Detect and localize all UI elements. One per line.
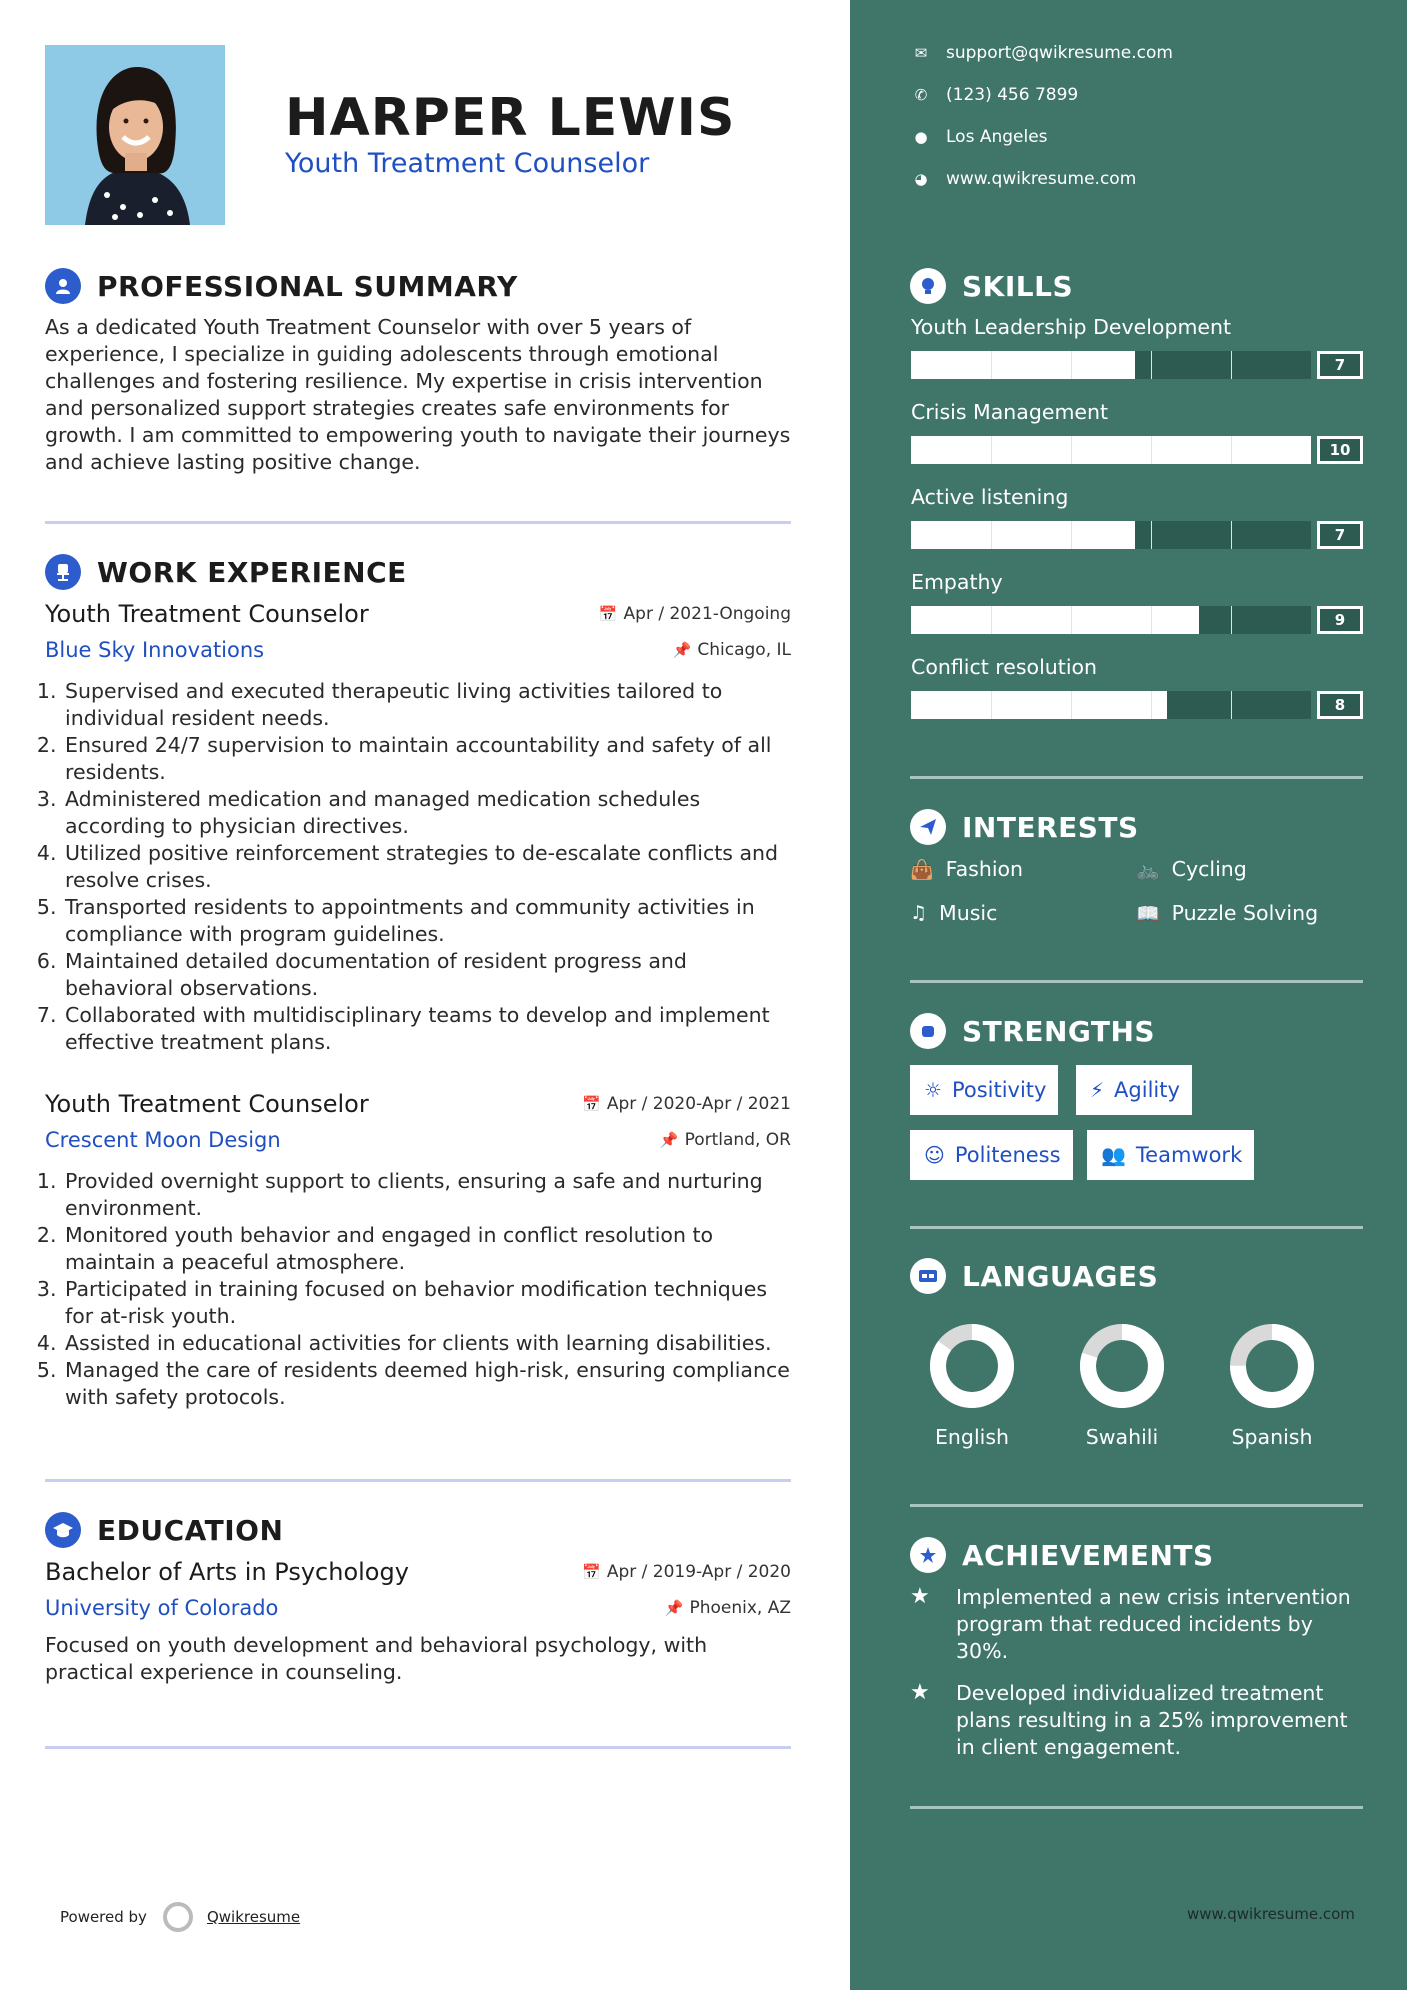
pin-icon: 📌 (664, 1599, 684, 1617)
office-chair-icon (45, 554, 81, 590)
list-item: 3. Administered medication and managed medication schedules according to physician directives. (63, 786, 791, 840)
school-name: University of Colorado (45, 1596, 279, 1620)
map-marker-icon: ● (914, 128, 928, 146)
education-location: 📌 Phoenix, AZ (664, 1598, 791, 1618)
summary-text: As a dedicated Youth Treatment Counselor with over 5 years of experience, I specialize in guiding adolescents through emotional challenges and fostering resilience. My expertise in crisis intervention and personalized support strategies creates safe environments for growth. I am committed to empowering youth to navigate their journeys and achieve lasting positive change. (45, 315, 791, 474)
job-company: Crescent Moon Design (45, 1128, 281, 1152)
languages-heading (910, 1258, 1158, 1294)
contact-location: ● Los Angeles (912, 127, 1048, 147)
paper-plane-icon (910, 809, 946, 845)
skill-score: 10 (1317, 436, 1363, 464)
list-item: 5. Managed the care of residents deemed high-risk, ensuring compliance with safety protocols. (63, 1357, 791, 1411)
footer-website[interactable]: www.qwikresume.com (1187, 1905, 1355, 1923)
duty-list (45, 678, 791, 1056)
skill-score: 8 (1317, 691, 1363, 719)
education-heading (45, 1512, 283, 1548)
skill-bar (911, 521, 1363, 549)
list-item: 4. Utilized positive reinforcement strategies to de-escalate conflicts and resolve crises. (63, 840, 791, 894)
section-divider (45, 1479, 791, 1482)
star-badge-icon (910, 1537, 946, 1573)
language-ring (1079, 1323, 1165, 1409)
language-item (1062, 1323, 1182, 1449)
job-title: Youth Treatment Counselor (45, 1090, 369, 1118)
strengths-heading (910, 1013, 1155, 1049)
job-title: Youth Treatment Counselor (45, 600, 369, 628)
language-name: Swahili (1085, 1425, 1159, 1449)
skill-bar-fill (911, 436, 1311, 464)
degree-title: Bachelor of Arts in Psychology (45, 1558, 409, 1586)
skill-bar-fill (911, 691, 1167, 719)
lightbulb-icon (910, 268, 946, 304)
section-divider (45, 521, 791, 524)
interests-heading (910, 809, 1139, 845)
list-item: 5. Transported residents to appointments and community activities in compliance with program guidelines. (63, 894, 791, 948)
section-divider (45, 1746, 791, 1749)
skill-score: 7 (1317, 521, 1363, 549)
skill-item (911, 315, 1363, 379)
skill-name: Active listening (911, 485, 1069, 509)
skill-bar (911, 436, 1363, 464)
strength-agility: ⚡ Agility (1076, 1065, 1192, 1115)
section-divider (910, 776, 1363, 779)
skill-item (911, 400, 1363, 464)
interests-title: INTERESTS (962, 810, 1139, 844)
list-item: 2. Ensured 24/7 supervision to maintain accountability and safety of all residents. (63, 732, 791, 786)
pin-icon: 📌 (672, 641, 692, 659)
strengths-title: STRENGTHS (962, 1014, 1156, 1048)
skill-item (911, 570, 1363, 634)
contact-website[interactable]: ◕ www.qwikresume.com (912, 169, 1136, 189)
powered-by (60, 1902, 300, 1932)
users-icon: 👥 (1101, 1143, 1126, 1167)
job-location: 📌 Portland, OR (659, 1130, 791, 1150)
interest-music: ♫ Music (910, 901, 998, 925)
graduation-cap-icon (45, 1512, 81, 1548)
skill-bar (911, 691, 1363, 719)
section-divider (910, 1504, 1363, 1507)
candidate-name: HARPER LEWIS (285, 88, 736, 148)
section-divider (910, 1226, 1363, 1229)
calendar-icon: 📅 (582, 1095, 601, 1113)
section-divider (910, 980, 1363, 983)
calendar-icon: 📅 (598, 605, 618, 623)
qwikresume-logo-icon (163, 1902, 193, 1932)
language-ring (1229, 1323, 1315, 1409)
summary-heading (45, 268, 518, 304)
raised-fist-icon (910, 1013, 946, 1049)
list-item: 3. Participated in training focused on behavior modification techniques for at-risk youth. (63, 1276, 791, 1330)
music-note-icon: ♫ (910, 902, 928, 924)
skills-heading (910, 268, 1073, 304)
book-icon: 📖 (1136, 902, 1160, 925)
profile-photo (45, 45, 225, 225)
skills-title: SKILLS (962, 269, 1074, 303)
skill-name: Youth Leadership Development (911, 315, 1232, 339)
smile-icon: ☺ (924, 1143, 945, 1167)
bicycle-icon: 🚲 (1136, 858, 1160, 881)
list-item: 7. Collaborated with multidisciplinary teams to develop and implement effective treatment plans. (63, 1002, 791, 1056)
list-item: 1. Provided overnight support to clients, ensuring a safe and nurturing environment. (63, 1168, 791, 1222)
strength-politeness: ☺ Politeness (910, 1130, 1073, 1180)
achievement-item: ★ Implemented a new crisis intervention program that reduced incidents by 30%. (910, 1584, 1351, 1663)
list-item: 6. Maintained detailed documentation of resident progress and behavioral observations. (63, 948, 791, 1002)
shopping-bag-icon: 👜 (910, 858, 934, 881)
language-card-icon (910, 1258, 946, 1294)
section-divider (910, 1806, 1363, 1809)
list-item: 4. Assisted in educational activities for clients with learning disabilities. (63, 1330, 791, 1357)
skill-score: 9 (1317, 606, 1363, 634)
star-icon: ★ (910, 1680, 930, 1705)
education-title: EDUCATION (97, 1513, 284, 1547)
skill-bar (911, 351, 1363, 379)
contact-email[interactable]: ✉ support@qwikresume.com (912, 43, 1173, 63)
achievements-heading (910, 1537, 1214, 1573)
education-date: 📅 Apr / 2019-Apr / 2020 (582, 1562, 791, 1582)
summary-title: PROFESSIONAL SUMMARY (97, 269, 518, 303)
pin-icon: 📌 (659, 1131, 679, 1149)
sun-icon: ☼ (924, 1078, 942, 1102)
calendar-icon: 📅 (582, 1563, 601, 1581)
language-item (1212, 1323, 1332, 1449)
education-entry (45, 1558, 791, 1686)
job-company: Blue Sky Innovations (45, 638, 265, 662)
language-item (912, 1323, 1032, 1449)
interest-fashion: 👜 Fashion (910, 857, 1024, 881)
envelope-icon: ✉ (914, 44, 928, 62)
candidate-title: Youth Treatment Counselor (285, 148, 650, 179)
skill-bar-fill (911, 351, 1135, 379)
strength-positivity: ☼ Positivity (910, 1065, 1058, 1115)
job-date: 📅 Apr / 2020-Apr / 2021 (582, 1094, 791, 1114)
skill-score: 7 (1317, 351, 1363, 379)
powered-by-label: Powered by (60, 1908, 147, 1926)
sidebar (850, 0, 1407, 1990)
job-location: 📌 Chicago, IL (672, 640, 791, 660)
experience-title: WORK EXPERIENCE (97, 555, 407, 589)
list-item: 1. Supervised and executed therapeutic living activities tailored to individual resident needs. (63, 678, 791, 732)
languages-title: LANGUAGES (962, 1259, 1159, 1293)
strength-teamwork: 👥 Teamwork (1087, 1130, 1254, 1180)
contact-phone: ✆ (123) 456 7899 (912, 85, 1078, 105)
language-name: Spanish (1231, 1425, 1313, 1449)
achievement-item: ★ Developed individualized treatment plans resulting in a 25% improvement in client engagement. (910, 1680, 1348, 1759)
achievements-title: ACHIEVEMENTS (962, 1538, 1214, 1572)
list-item: 2. Monitored youth behavior and engaged in conflict resolution to maintain a peaceful atmosphere. (63, 1222, 791, 1276)
education-description: Focused on youth development and behavioral psychology, with practical experience in counseling. (45, 1633, 708, 1684)
lightning-icon: ⚡ (1090, 1078, 1105, 1102)
skill-name: Conflict resolution (911, 655, 1098, 679)
interest-puzzle-solving: 📖 Puzzle Solving (1136, 901, 1319, 925)
job-entry (45, 600, 791, 1056)
job-entry (45, 1090, 791, 1411)
job-date: 📅 Apr / 2021-Ongoing (598, 604, 791, 624)
phone-icon: ✆ (914, 86, 928, 104)
star-icon: ★ (910, 1584, 930, 1609)
skill-bar-fill (911, 606, 1199, 634)
globe-icon: ◕ (914, 170, 928, 188)
skill-bar (911, 606, 1363, 634)
qwikresume-link[interactable]: Qwikresume (206, 1908, 301, 1926)
duty-list (45, 1168, 791, 1411)
language-ring (929, 1323, 1015, 1409)
skill-item (911, 485, 1363, 549)
experience-heading (45, 554, 407, 590)
skill-item (911, 655, 1363, 719)
user-icon (45, 268, 81, 304)
language-name: English (934, 1425, 1010, 1449)
interest-cycling: 🚲 Cycling (1136, 857, 1247, 881)
skill-name: Empathy (911, 570, 1003, 594)
skill-bar-fill (911, 521, 1135, 549)
skill-name: Crisis Management (911, 400, 1109, 424)
